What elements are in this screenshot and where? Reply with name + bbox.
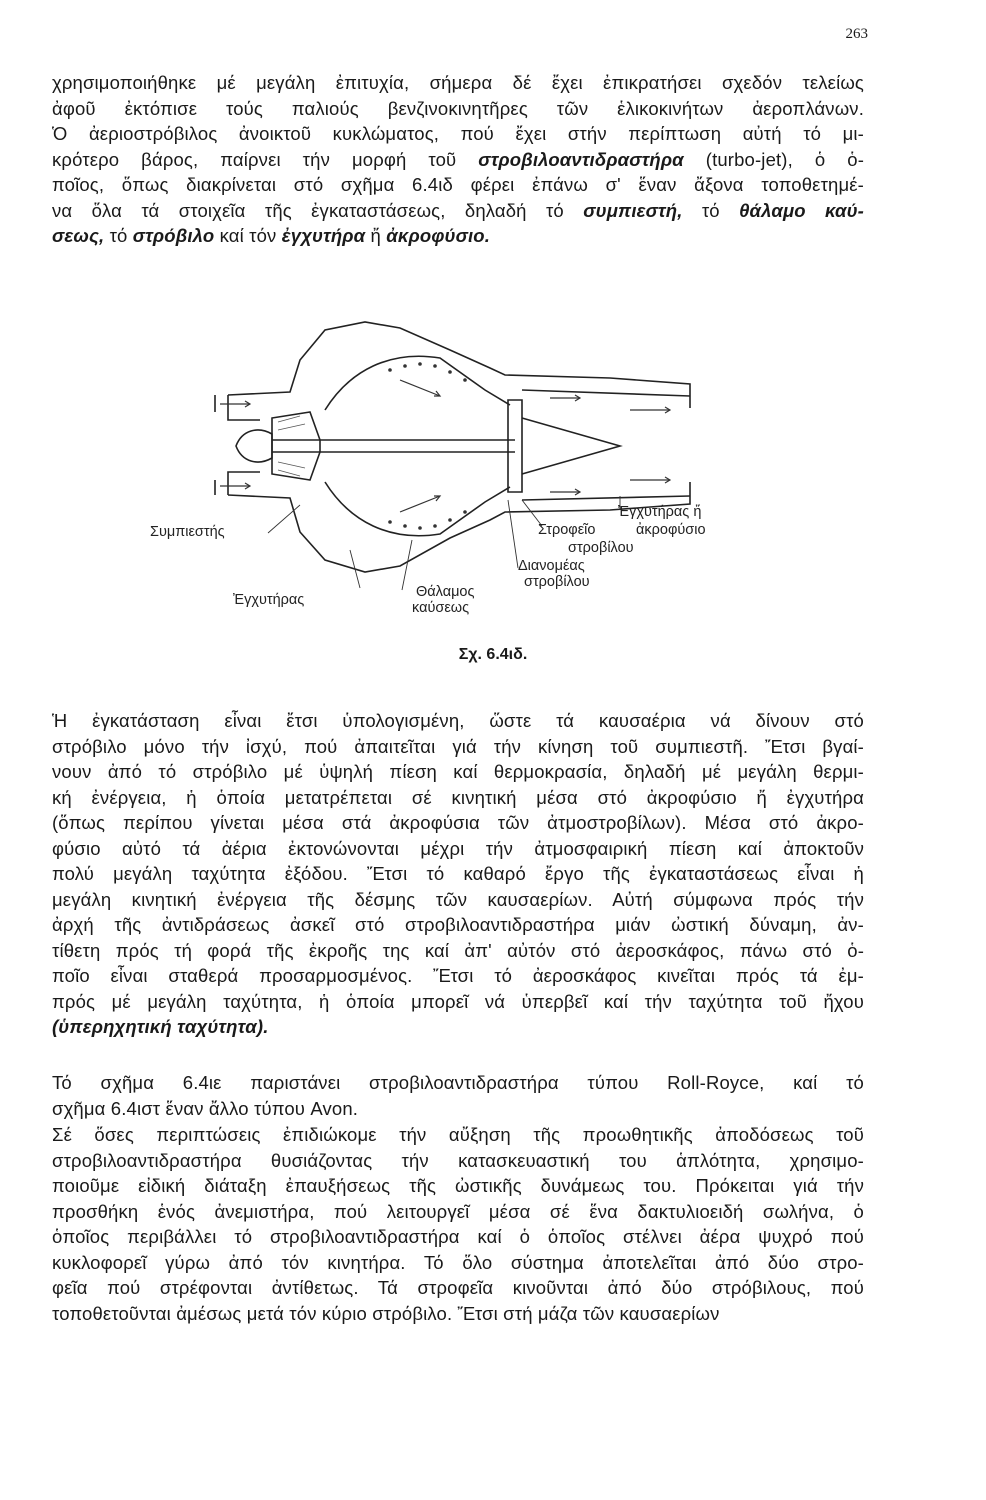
text-run: Ἡ ἐγκατάσταση εἶναι ἔτσι ὑπολογισμένη, ὥστε τά καυσαέρια νά δίνουν στό bbox=[52, 710, 864, 731]
page-number: 263 bbox=[845, 26, 868, 42]
text-run: χρησιμοποιήθηκε μέ μεγάλη ἐπιτυχία, σήμερα δέ ἔχει ἐπικρατήσει σχεδόν τελείως bbox=[52, 72, 864, 93]
intake-lower bbox=[215, 472, 260, 495]
outer-casing-upper bbox=[228, 322, 690, 408]
emphasized-term: θάλαμο καύ- bbox=[739, 199, 864, 221]
text-line bbox=[52, 963, 864, 989]
text-line bbox=[52, 121, 864, 147]
text-line bbox=[52, 1014, 864, 1040]
text-run: σχῆμα 6.4ιστ ἕναν ἄλλο τύπου Avon. bbox=[52, 1097, 359, 1119]
text-line bbox=[52, 1275, 864, 1301]
text-run: τίθετη πρός τή φορά τῆς ἐκροῆς της καί ἀπ' αὐτόν στό ἀεροσκάφος, πάνω στό ὁ- bbox=[52, 939, 864, 961]
nozzle-lower bbox=[522, 496, 690, 500]
text-run: προσθήκη ἑνός ἀνεμιστήρα, πού λειτουργεῖ μέσα σέ ἕνα δακτυλιοειδή σωλήνα, ὁ bbox=[52, 1200, 864, 1222]
text-run: πολύ μεγάλη ταχύτητα ἐξόδου. Ἔτσι τό καθαρό ἔργο τῆς ἐγκαταστάσεως εἶναι ἡ bbox=[52, 863, 864, 884]
emphasized-term: ἐγχυτήρα bbox=[281, 225, 366, 246]
text-line bbox=[52, 96, 864, 122]
text-run: ἀφοῦ ἐκτόπισε τούς παλιούς βενζινοκινητῆρες τῶν ἑλικοκινήτων ἀεροπλάνων. bbox=[52, 97, 864, 119]
paragraph-turbojet-intro bbox=[52, 70, 864, 249]
emphasized-term: σεως, bbox=[52, 225, 105, 246]
text-run: Ὁ ἀεριοστρόβιλος ἀνοικτοῦ κυκλώματος, πού ἔχει στήν περίπτωση αὐτή τό μι- bbox=[52, 123, 864, 144]
compressor-impeller bbox=[272, 412, 320, 480]
text-line bbox=[52, 734, 864, 760]
emphasized-term: στροβιλοαντιδραστήρα bbox=[478, 148, 684, 170]
text-line bbox=[52, 989, 864, 1015]
label-combustion-chamber-1: Θάλαμος bbox=[416, 584, 475, 600]
nozzle-upper bbox=[522, 390, 690, 396]
text-run: Τό σχῆμα 6.4ιε παριστάνει στροβιλοαντιδραστήρα τύπου Roll-Royce, καί τό bbox=[52, 1072, 864, 1093]
text-run: στρόβιλο μόνο τήν ἰσχύ, πού ἀπαιτεῖται γιά τήν κίνηση τοῦ συμπιεστῆ. Ἔτσι βγαί- bbox=[52, 735, 864, 757]
text-line bbox=[52, 810, 864, 836]
text-run: κυκλοφορεῖ γύρω ἀπό τόν κινητήρα. Τό ὅλο σύστημα ἀποτελεῖται ἀπό δύο στρο- bbox=[52, 1251, 864, 1273]
text-run: τό bbox=[104, 225, 133, 246]
text-run: ποῖο εἶναι σταθερά προσαρμοσμένος. Ἔτσι τό ἀεροσκάφος κινεῖται πρός τά ἐμ- bbox=[52, 965, 864, 986]
text-run: κρότερο βάρος, παίρνει τήν μορφή τοῦ bbox=[52, 148, 479, 170]
text-run: (ὅπως περίπου γίνεται μέσα στά ἀκροφύσια τῶν ἀτμοστροβίλων). Μέσα στό ἀκρο- bbox=[52, 812, 864, 833]
text-line bbox=[52, 836, 864, 862]
text-line bbox=[52, 70, 864, 96]
liner-perforations bbox=[388, 362, 467, 530]
text-line bbox=[52, 1250, 864, 1276]
emphasized-term: ἀκροφύσιο. bbox=[386, 225, 491, 246]
label-compressor: Συμπιεστής bbox=[150, 524, 225, 540]
paragraph-thrust-principle bbox=[52, 708, 864, 1040]
turbojet-diagram bbox=[150, 300, 790, 640]
text-run: ὁποῖος περιβάλλει τό στροβιλοαντιδραστήρα καί ὁ ὁποῖος στέλνει ἀέρα ψυχρό πού bbox=[52, 1226, 864, 1247]
emphasized-term: στρόβιλο bbox=[132, 225, 215, 246]
text-run: ἀρχή τῆς ἀντιδράσεως ἀσκεῖ στό στροβιλοαντιδραστήρα μιάν ὠστική δύναμη, ἀν- bbox=[52, 914, 864, 935]
text-run: ποῖος, ὅπως διακρίνεται στό σχῆμα 6.4ιδ φέρει ἐπάνω σ' ἕναν ἄξονα τοποθετημέ- bbox=[52, 174, 864, 195]
label-combustion-chamber-2: καύσεως bbox=[412, 600, 470, 616]
emphasized-term: (ὑπερηχητική ταχύτητα). bbox=[52, 1016, 269, 1037]
text-line bbox=[52, 1173, 864, 1199]
label-turbine-distributor-1: Διανομέας bbox=[518, 558, 585, 574]
text-run: μεγάλη κινητική ἐνέργεια τῆς δέσμης τῶν καυσαερίων. Αὐτή σύμφωνα πρός τήν bbox=[52, 888, 864, 910]
text-run: τοποθετοῦνται ἀμέσως μετά τόν κύριο στρόβιλο. Ἔτσι στή μάζα τῶν καυσαερίων bbox=[52, 1302, 720, 1324]
text-line bbox=[52, 887, 864, 913]
liner-lower bbox=[325, 482, 510, 536]
text-run: ποιοῦμε εἰδική διάταξη ἐπαυξήσεως τῆς ὠστικῆς δυνάμεως του. Πρόκειται γιά τήν bbox=[52, 1175, 864, 1196]
label-turbine-distributor-2: στροβίλου bbox=[524, 574, 590, 590]
text-run: φεῖα πού στρέφονται ἀντίθετως. Τά στροφεῖα κινοῦνται ἀπό δύο στρόβιλους, πού bbox=[52, 1277, 864, 1298]
figure-caption: Σχ. 6.4ιδ. bbox=[458, 646, 528, 663]
text-run: (turbo-jet), ὁ ὁ- bbox=[683, 148, 865, 170]
intake-upper bbox=[215, 395, 260, 420]
paragraph-figure-references bbox=[52, 1070, 864, 1121]
impeller-hatching bbox=[278, 416, 305, 476]
exhaust-cone bbox=[522, 418, 620, 474]
text-line bbox=[52, 223, 864, 249]
nose-cone bbox=[236, 430, 272, 462]
text-run: Σέ ὅσες περιπτώσεις ἐπιδιώκομε τήν αὔξηση τῆς προωθητικῆς ἀποδόσεως τοῦ bbox=[52, 1124, 864, 1145]
label-turbine-rotor-2: στροβίλου bbox=[568, 540, 634, 556]
outer-casing-lower bbox=[228, 482, 690, 572]
text-run: κή ἐνέργεια, ἡ ὁποία μετατρέπεται σέ κινητική μέσα στό ἀκροφύσιο ἤ ἐγχυτήρα bbox=[52, 786, 864, 808]
text-line bbox=[52, 1070, 864, 1096]
text-line bbox=[52, 198, 864, 224]
text-line bbox=[52, 1224, 864, 1250]
central-shaft bbox=[272, 440, 515, 452]
label-nozzle-1: Ἐγχυτήρας ἤ bbox=[618, 504, 702, 520]
text-line bbox=[52, 938, 864, 964]
text-run: φύσιο αὐτό τά ἀέρια ἐκτονώνονται μέχρι τήν ἀτμοσφαιρική πίεση καί ἀποκτοῦν bbox=[52, 837, 864, 859]
text-line bbox=[52, 1301, 864, 1327]
text-line bbox=[52, 1096, 864, 1122]
text-line bbox=[52, 147, 864, 173]
label-nozzle-2: ἀκροφύσιο bbox=[636, 522, 706, 538]
text-line bbox=[52, 1199, 864, 1225]
text-line bbox=[52, 785, 864, 811]
text-run: νουν ἀπό τό στρόβιλο μέ ὑψηλή πίεση καί θερμοκρασία, δηλαδή μέ μεγάλη θερμι- bbox=[52, 761, 864, 782]
text-line bbox=[52, 708, 864, 734]
text-run: πρός μέ μεγάλη ταχύτητα, ἡ ὁποία μπορεῖ νά ὑπερβεῖ καί τήν ταχύτητα τοῦ ἤχου bbox=[52, 990, 864, 1012]
text-run: καί τόν bbox=[214, 225, 282, 246]
text-run: ἤ bbox=[365, 225, 387, 246]
text-line bbox=[52, 1148, 864, 1174]
text-run: τό bbox=[682, 199, 740, 221]
paragraph-thrust-augmentation bbox=[52, 1122, 864, 1326]
text-run: στροβιλοαντιδραστήρα θυσιάζοντας τήν κατασκευαστική του ἁπλότητα, χρησιμο- bbox=[52, 1149, 864, 1171]
text-line bbox=[52, 172, 864, 198]
label-turbine-rotor-1: Στροφεῖο bbox=[538, 522, 596, 538]
label-injector: Ἐγχυτήρας bbox=[233, 592, 305, 608]
text-line bbox=[52, 1122, 864, 1148]
turbine-disc bbox=[508, 400, 522, 492]
flow-arrows bbox=[220, 380, 670, 512]
emphasized-term: συμπιεστή, bbox=[583, 199, 683, 221]
text-line bbox=[52, 861, 864, 887]
text-line bbox=[52, 912, 864, 938]
text-run: να ὅλα τά στοιχεῖα τῆς ἐγκαταστάσεως, δηλαδή τό bbox=[52, 199, 584, 221]
text-line bbox=[52, 759, 864, 785]
